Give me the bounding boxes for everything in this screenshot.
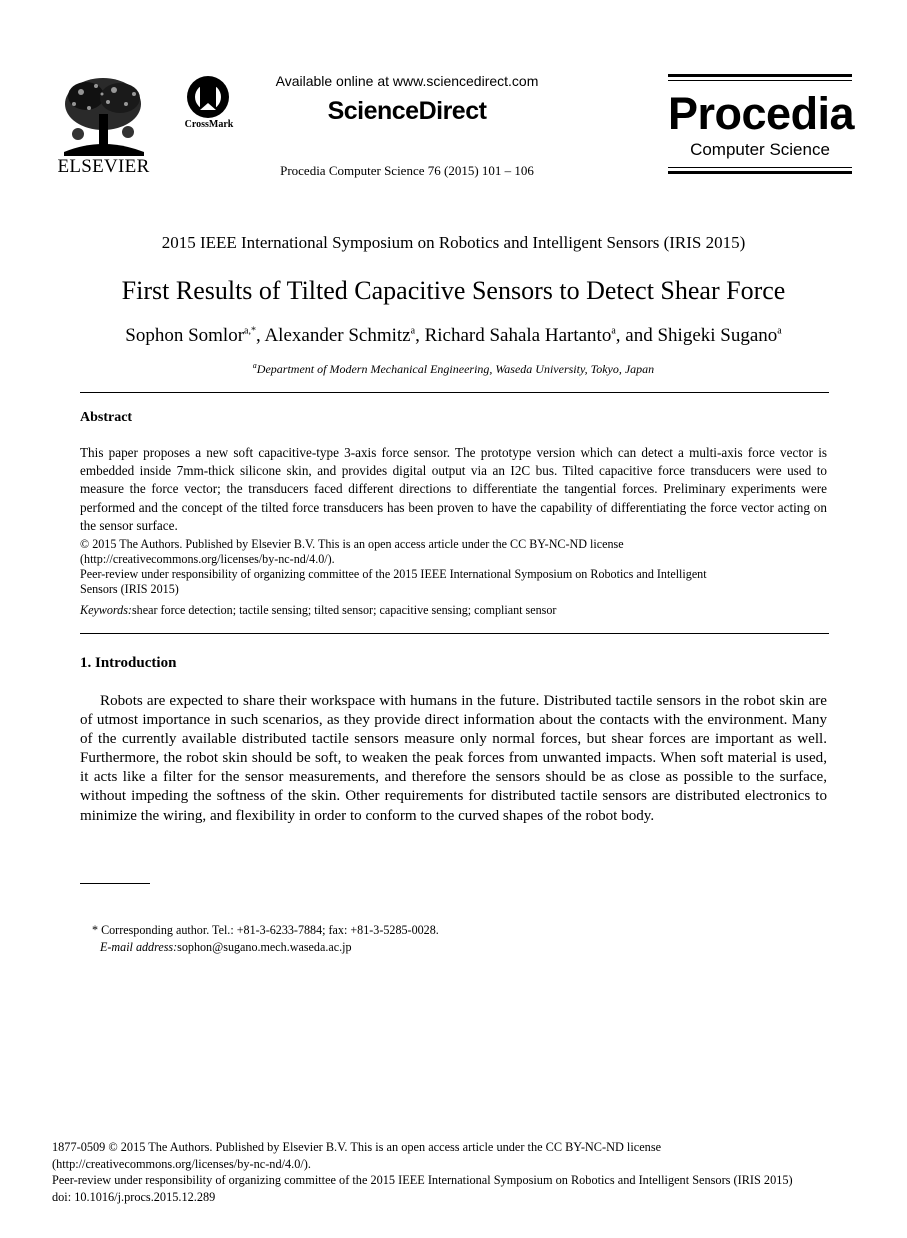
peer-review-line: Sensors (IRIS 2015): [80, 582, 179, 596]
footnote-rule: [80, 883, 150, 884]
footer-peer-review-line: Peer-review under responsibility of organizing committee of the 2015 IEEE International Symposium on Robotics and Intelligent Sensors (IRIS 2015): [52, 1173, 793, 1187]
author-affiliation-mark: a: [777, 325, 782, 337]
journal-reference: Procedia Computer Science 76 (2015) 101 – 106: [280, 163, 534, 178]
author-affiliation-mark: a: [410, 325, 416, 337]
elsevier-wordmark: ELSEVIER: [57, 156, 150, 177]
author-name: Sophon Somlor: [125, 325, 245, 346]
license-link[interactable]: (http://creativecommons.org/licenses/by-nc-nd/4.0/).: [80, 552, 335, 566]
abstract-body: This paper proposes a new soft capacitive-type 3-axis force sensor. The prototype version which can detect a multi-axis force vector is embedded inside 7mm-thick silicone skin, and provides digital output via an I2C bus. Tilted capacitive force transducers were used to measure the force vector; the transducers faced different directions to differentiate the tangential forces. Preliminary experiments were performed and the concept of the tilted force transducers has been proven to have the capability of differentiating the force vector acting on the sensor surface.: [80, 445, 827, 533]
paper-title: First Results of Tilted Capacitive Sensors to Detect Shear Force: [121, 276, 786, 305]
footer-doi[interactable]: doi: 10.1016/j.procs.2015.12.289: [52, 1189, 216, 1204]
abstract-heading: Abstract: [80, 410, 133, 425]
peer-review-line: Peer-review under responsibility of organizing committee of the 2015 IEEE International Symposium on Robotics and Intelligent: [80, 567, 707, 581]
available-online-text: Available online at www.sciencedirect.com: [275, 73, 539, 89]
procedia-wordmark: Procedia: [668, 88, 855, 139]
peer-review-notice: [80, 567, 829, 597]
introduction-heading: 1. Introduction: [80, 655, 177, 671]
footer-license-line: 1877-0509 © 2015 The Authors. Published by Elsevier B.V. This is an open access article under the CC BY-NC-ND license: [52, 1140, 662, 1154]
author-affiliation-mark: a: [611, 325, 616, 337]
introduction-body: Robots are expected to share their workspace with humans in the future. Distributed tactile sensors in the robot skin are of utmost importance in such scenarios, as they provide direct information about the contacts with the environment. Many of the currently available distributed tactile sensors measure only normal forces, but shear forces are important as well. Furthermore, the robot skin should be soft, to weaken the peak forces from unwanted impacts. When soft material is used, it acts like a filter for the sensor measurements, and therefore the sensors should be as close as possible to the surface, without impeding the softness of the skin. Other requirements for distributed tactile sensors are distributed electronics to minimize the wiring, and flexibility in order to conform to the curved shapes of the robot body.: [80, 693, 827, 824]
email-note: [100, 940, 352, 955]
page-footer: [52, 1139, 872, 1205]
author-name: Alexander Schmitz: [264, 325, 411, 346]
crossmark-label: CrossMark: [184, 119, 234, 130]
author-separator: ,: [256, 325, 265, 346]
copyright-notice: [80, 537, 829, 567]
email-label: E-mail address:: [100, 940, 178, 954]
corresponding-author-note: * Corresponding author. Tel.: +81-3-6233-7884; fax: +81-3-5285-0028.: [92, 923, 439, 937]
author-separator: ,: [415, 325, 425, 346]
author-name: Shigeki Sugano: [657, 325, 778, 346]
author-name: Richard Sahala Hartanto: [424, 325, 612, 346]
procedia-logo: [668, 74, 855, 176]
email-address[interactable]: sophon@sugano.mech.waseda.ac.jp: [177, 940, 352, 954]
conference-name: 2015 IEEE International Symposium on Robotics and Intelligent Sensors (IRIS 2015): [161, 233, 746, 252]
procedia-subtitle: Computer Science: [690, 140, 830, 159]
author-separator: , and: [615, 325, 658, 346]
affiliation-text: Department of Modern Mechanical Engineering, Waseda University, Tokyo, Japan: [256, 362, 655, 376]
affiliation: [40, 361, 867, 377]
sciencedirect-wordmark: ScienceDirect: [327, 97, 487, 125]
footer-license-link[interactable]: (http://creativecommons.org/licenses/by-nc-nd/4.0/).: [52, 1156, 311, 1171]
copyright-line: © 2015 The Authors. Published by Elsevier B.V. This is an open access article under the CC BY-NC-ND license: [80, 537, 624, 551]
author-list: [40, 325, 867, 347]
affiliation-mark: a: [252, 361, 257, 370]
author-affiliation-mark: a,*: [244, 325, 256, 337]
divider-bottom: [80, 633, 829, 634]
keywords: [80, 603, 829, 618]
divider-top: [80, 392, 829, 393]
keywords-text: shear force detection; tactile sensing; tilted sensor; capacitive sensing; compliant sensor: [131, 603, 557, 617]
keywords-label: Keywords:: [80, 603, 132, 617]
